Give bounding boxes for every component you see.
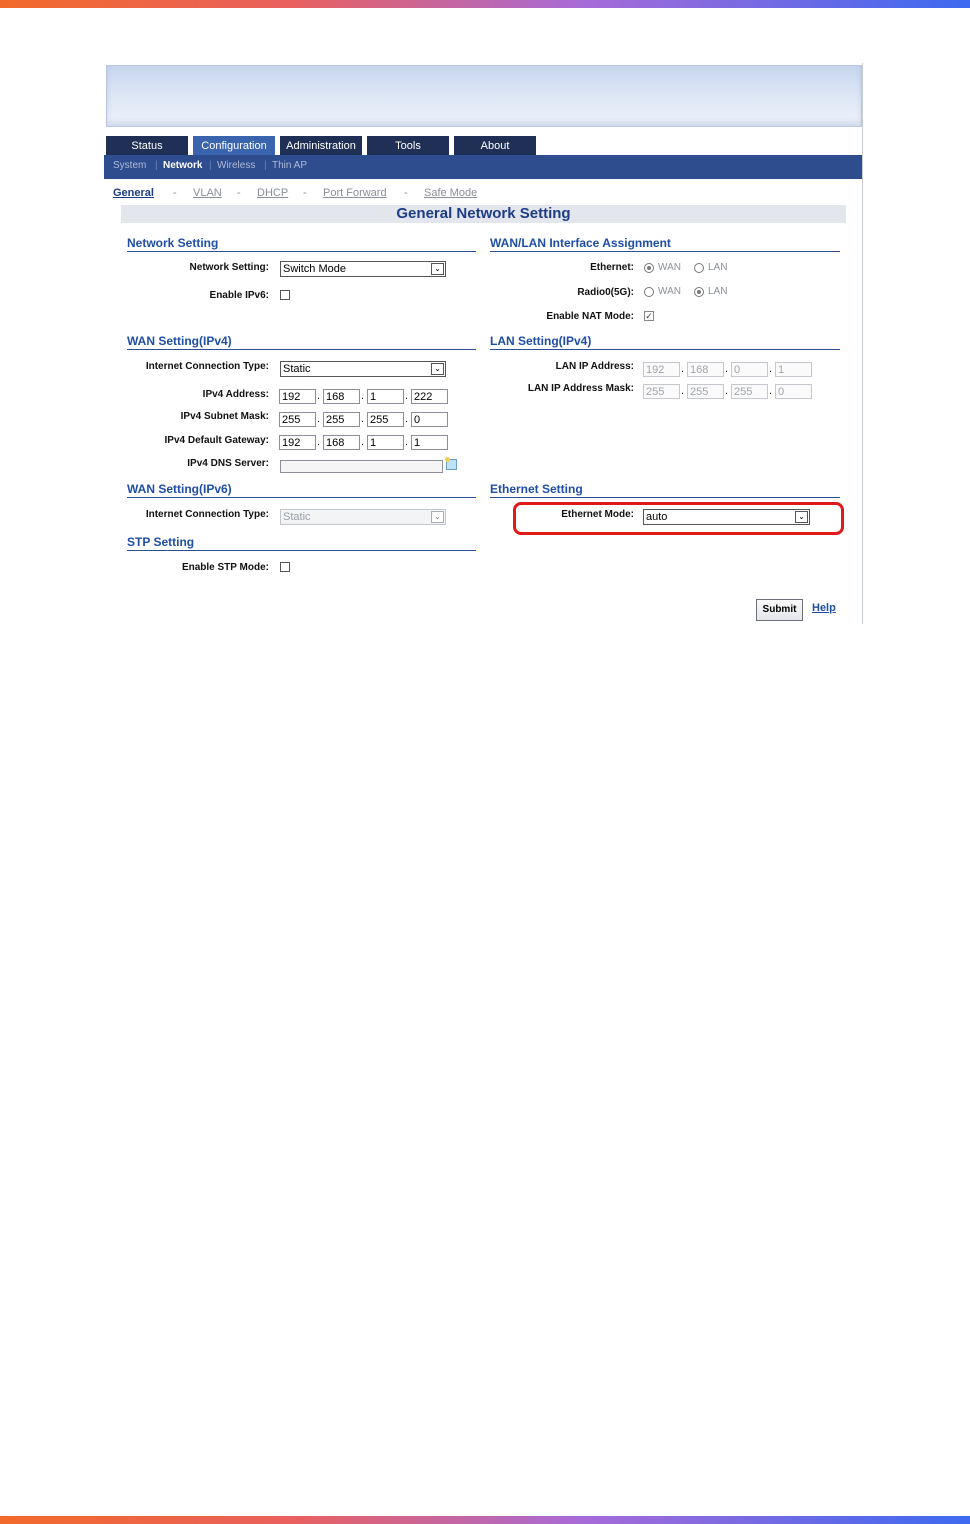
radio-5g-lan-radio[interactable] [694,287,704,297]
ipv4-subnet-label: IPv4 Subnet Mask: [180,411,269,422]
ethernet-mode-highlight [513,502,844,535]
lan-ip-octet-2[interactable]: 168 [687,362,724,377]
router-config-app: Status Configuration Administration Tools About System | Network | Wireless | Thin AP General - VLAN - DHCP - Port Forward - Safe Mode General Network Setting Network Setting Network Setting: Switch Mode ⌄ Enable IPv6: WAN Setting(IPv4) Internet Connection Type: Static ⌄ IPv4 Address: 192 . 168 . 1 . 222 IPv4 Subnet Mask: 255 . 255 . 255 . 0 IPv4 Default Gateway: 192 . 168 . 1 . 1 IPv4 DNS Server: WAN Setting(IPv6) Internet Connection Type: Static ⌄ STP Setting Enable STP Mode: WAN/LAN Interface Assignment Ethernet: WAN LAN Radio0(5G): WAN LAN Enable NAT Mode: ✓ LAN Setting(IPv4) LAN IP Address: 192 . 168 . 0 . 1 LAN IP Address Mask: 255 . 255 . 255 . 0 Ethernet Setting Ethernet Mode: auto ⌄ Submit Help [104,63,864,624]
ipv4-address-octet-3[interactable]: 1 [367,389,404,404]
bottom-accent-bar [0,1516,970,1524]
tab-configuration[interactable]: Configuration [193,136,275,156]
ethernet-lan-label: LAN [708,262,728,273]
sublink-general[interactable]: General [113,187,154,199]
section-lan-ipv4: LAN Setting(IPv4) [490,334,840,350]
subnav-separator: | [264,160,267,171]
wan-ipv6-conn-type-label: Internet Connection Type: [145,509,269,520]
tab-tools[interactable]: Tools [367,136,449,156]
section-wan-lan-assignment: WAN/LAN Interface Assignment [490,236,840,252]
radio-5g-wan-radio[interactable] [644,287,654,297]
network-setting-select[interactable] [280,261,446,277]
ipv4-gateway-octet-4[interactable]: 1 [411,435,448,450]
radio-5g-lan-label: LAN [708,286,728,297]
sublink-safe-mode[interactable]: Safe Mode [424,187,478,199]
enable-nat-label: Enable NAT Mode: [546,311,634,322]
sublink-port-forward[interactable]: Port Forward [323,187,387,199]
lan-ip-label: LAN IP Address: [555,361,634,372]
section-ethernet-setting: Ethernet Setting [490,482,840,498]
wan-ipv4-conn-type-value: Static [283,363,311,375]
subnav-thin-ap[interactable]: Thin AP [272,160,308,171]
submit-button[interactable]: Submit [756,599,803,621]
ethernet-mode-label: Ethernet Mode: [561,509,634,520]
enable-ipv6-label: Enable IPv6: [209,290,269,301]
ipv4-address-octet-2[interactable]: 168 [323,389,360,404]
network-setting-label: Network Setting: [189,262,269,273]
ipv4-dns-input[interactable] [280,460,443,473]
subnav-wireless[interactable]: Wireless [217,160,256,171]
subnav-system[interactable]: System [113,160,147,171]
ipv4-gateway-label: IPv4 Default Gateway: [164,435,269,446]
ipv4-gateway-octet-3[interactable]: 1 [367,435,404,450]
ipv4-subnet-octet-1[interactable]: 255 [279,412,316,427]
tab-status[interactable]: Status [106,136,188,156]
subnav-separator: | [209,160,212,171]
ipv4-address-octet-4[interactable]: 222 [411,389,448,404]
ipv4-gateway-octet-1[interactable]: 192 [279,435,316,450]
sublink-vlan[interactable]: VLAN [193,187,222,199]
dns-server-icon[interactable] [446,459,457,470]
sub-navigation [104,155,863,179]
radio-5g-wan-label: WAN [658,286,681,297]
lan-mask-octet-1[interactable]: 255 [643,384,680,399]
lan-mask-octet-2[interactable]: 255 [687,384,724,399]
wan-ipv4-conn-type-select[interactable] [280,361,446,377]
enable-stp-checkbox[interactable] [280,562,290,572]
page-title: General Network Setting [121,205,846,223]
enable-stp-label: Enable STP Mode: [181,562,269,573]
ipv4-address-octet-1[interactable]: 192 [279,389,316,404]
wan-ipv6-conn-type-select[interactable] [280,509,446,525]
ethernet-assign-label: Ethernet: [590,262,634,273]
chevron-down-icon: ⌄ [431,363,444,375]
tab-about[interactable]: About [454,136,536,156]
ethernet-mode-value: auto [646,511,668,523]
ethernet-wan-label: WAN [658,262,681,273]
chevron-down-icon: ⌄ [431,263,444,275]
chevron-down-icon: ⌄ [431,511,444,523]
lan-ip-octet-4[interactable]: 1 [775,362,812,377]
ipv4-subnet-octet-3[interactable]: 255 [367,412,404,427]
lan-mask-octet-4[interactable]: 0 [775,384,812,399]
subnav-network[interactable]: Network [163,160,203,171]
wan-ipv6-conn-type-value: Static [283,511,311,523]
tab-administration[interactable]: Administration [280,136,362,156]
ipv4-subnet-octet-2[interactable]: 255 [323,412,360,427]
radio-5g-assign-label: Radio0(5G): [577,287,634,298]
wan-ipv4-conn-type-label: Internet Connection Type: [145,361,269,372]
chevron-down-icon: ⌄ [795,511,808,523]
lan-mask-label: LAN IP Address Mask: [527,383,634,394]
help-link[interactable]: Help [812,602,836,614]
section-network-setting: Network Setting [127,236,476,252]
ipv4-dns-label: IPv4 DNS Server: [187,458,269,469]
ethernet-lan-radio[interactable] [694,263,704,273]
enable-ipv6-checkbox[interactable] [280,290,290,300]
network-setting-value: Switch Mode [283,263,346,275]
section-wan-ipv6: WAN Setting(IPv6) [127,482,476,498]
sublink-dhcp[interactable]: DHCP [257,187,289,199]
ipv4-address-label: IPv4 Address: [202,389,269,400]
ipv4-subnet-octet-4[interactable]: 0 [411,412,448,427]
ipv4-gateway-octet-2[interactable]: 168 [323,435,360,450]
section-stp: STP Setting [127,535,476,551]
enable-nat-checkbox[interactable]: ✓ [645,311,653,321]
lan-ip-octet-1[interactable]: 192 [643,362,680,377]
subnav-separator: | [155,160,158,171]
app-right-border [862,63,863,624]
lan-ip-octet-3[interactable]: 0 [731,362,768,377]
header-banner [106,65,862,127]
section-wan-ipv4: WAN Setting(IPv4) [127,334,476,350]
lan-mask-octet-3[interactable]: 255 [731,384,768,399]
ethernet-wan-radio[interactable] [644,263,654,273]
top-accent-bar [0,0,970,8]
